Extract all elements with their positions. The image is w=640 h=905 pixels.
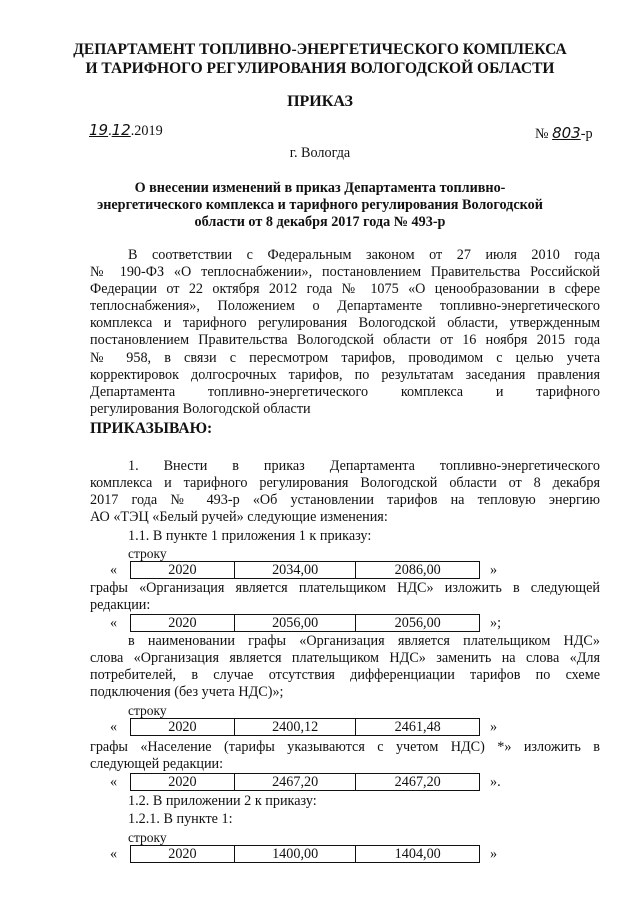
preamble-line: комплекса и тарифного регулирования Вологодской области, утвержденным — [90, 315, 600, 331]
table-cell: 2020 — [131, 846, 235, 862]
table-cell: 2056,00 — [394, 615, 441, 631]
preamble-line: В соответствии с Федеральным законом от 27 июля 2010 года — [128, 247, 600, 263]
quote-close: ». — [490, 774, 501, 790]
table-cell: 2020 — [131, 615, 235, 631]
rename-text-line: слова «Организация является плательщиком НДС» заменить на слова «Для — [90, 650, 600, 666]
number-suffix: -р — [580, 126, 593, 142]
preamble-line: постановлением Правительства Вологодской области от 16 ноября 2015 года — [90, 332, 600, 348]
subject-line2: энергетического комплекса и тарифного регулирования Вологодской — [97, 197, 543, 213]
quote-open: « — [110, 774, 118, 790]
item1-2-1-heading: 1.2.1. В пункте 1: — [128, 811, 233, 827]
department-title-line2: И ТАРИФНОГО РЕГУЛИРОВАНИЯ ВОЛОГОДСКОЙ ОБЛАСТИ — [85, 60, 555, 77]
quote-close: » — [490, 846, 498, 862]
table-cell: 2056,00 — [235, 615, 357, 631]
table-cell: 2020 — [131, 774, 235, 790]
row-label: строку — [128, 703, 167, 718]
row-label: строку — [128, 546, 167, 561]
preamble-line: Департамента топливно-энергетического комплекса и тарифного — [90, 384, 600, 400]
document-number — [535, 125, 593, 143]
graph2-text-line: следующей редакции: — [90, 756, 224, 772]
table-row — [0, 845, 640, 863]
rename-text-line: подключения (без учета НДС)»; — [90, 684, 284, 700]
table-row — [0, 773, 640, 791]
order-word: ПРИКАЗЫВАЮ: — [90, 420, 213, 437]
date-day: 19 — [89, 121, 109, 139]
document-type: ПРИКАЗ — [287, 93, 353, 110]
table-cells — [130, 845, 480, 863]
department-title-line1: ДЕПАРТАМЕНТ ТОПЛИВНО-ЭНЕРГЕТИЧЕСКОГО КОМПЛЕКСА — [73, 41, 567, 58]
table-cell: 2086,00 — [394, 562, 441, 578]
table-cells — [130, 561, 480, 579]
table-cell: 2020 — [131, 719, 235, 735]
table-cell: 2034,00 — [235, 562, 357, 578]
subject-line3: области от 8 декабря 2017 года № 493-р — [194, 214, 446, 230]
city: г. Вологда — [289, 145, 351, 161]
table-cell: 1400,00 — [235, 846, 357, 862]
table-cell: 2020 — [131, 562, 235, 578]
quote-close: » — [490, 562, 498, 578]
item1-2-heading: 1.2. В приложении 2 к приказу: — [128, 793, 317, 809]
item1-1-heading: 1.1. В пункте 1 приложения 1 к приказу: — [128, 528, 372, 544]
quote-open: « — [110, 562, 118, 578]
quote-open: « — [110, 719, 118, 735]
table-cell: 2467,20 — [394, 774, 441, 790]
table-cells — [130, 614, 480, 632]
date-year: .2019 — [130, 123, 163, 139]
number-sign: № — [535, 126, 549, 142]
preamble-line: корректировок долгосрочных тарифов, по результатам заседания правления — [90, 367, 600, 383]
date-month: 12 — [111, 121, 131, 139]
table-row — [0, 614, 640, 632]
graph2-text-line: графы «Население (тарифы указываются с учетом НДС) *» изложить в — [90, 739, 600, 755]
graph1-text-line: графы «Организация является плательщиком НДС» изложить в следующей — [90, 580, 600, 596]
graph1-text-line: редакции: — [90, 597, 151, 613]
rename-text-line: в наименовании графы «Организация является плательщиком НДС» — [128, 633, 600, 649]
preamble-line: теплоснабжения», Положением о Департаменте топливно-энергетического — [90, 298, 600, 314]
rename-text-line: потребителей, в случае отсутствия дифференциации тарифов по схеме — [90, 667, 600, 683]
preamble-line: № 958, в связи с пересмотром тарифов, проводимом с целью учета — [90, 350, 600, 366]
table-cells — [130, 718, 480, 736]
document-date — [89, 122, 163, 140]
quote-open: « — [110, 846, 118, 862]
table-cell: 1404,00 — [394, 846, 441, 862]
quote-close: » — [490, 719, 498, 735]
preamble-line: Федерации от 22 октября 2012 года № 1075 «О ценообразовании в сфере — [90, 281, 600, 297]
quote-open: « — [110, 615, 118, 631]
table-cells — [130, 773, 480, 791]
row-label: строку — [128, 830, 167, 845]
preamble-line: регулирования Вологодской области — [90, 401, 311, 417]
date-separator: . — [108, 123, 112, 139]
table-cell: 2400,12 — [235, 719, 357, 735]
table-row — [0, 561, 640, 579]
item1-line: 2017 года № 493-р «Об установлении тарифов на тепловую энергию — [90, 492, 600, 508]
item1-line: 1. Внести в приказ Департамента топливно-энергетического — [128, 458, 600, 474]
subject-line1: О внесении изменений в приказ Департамента топливно- — [134, 180, 506, 196]
table-cell: 2467,20 — [235, 774, 357, 790]
quote-close: »; — [490, 615, 502, 631]
number-value: 803 — [552, 124, 581, 142]
table-row — [0, 718, 640, 736]
table-cell: 2461,48 — [394, 719, 441, 735]
item1-line: АО «ТЭЦ «Белый ручей» следующие изменения: — [90, 509, 388, 525]
preamble-line: № 190-ФЗ «О теплоснабжении», постановлением Правительства Российской — [90, 264, 600, 280]
item1-line: комплекса и тарифного регулирования Вологодской области от 8 декабря — [90, 475, 600, 491]
